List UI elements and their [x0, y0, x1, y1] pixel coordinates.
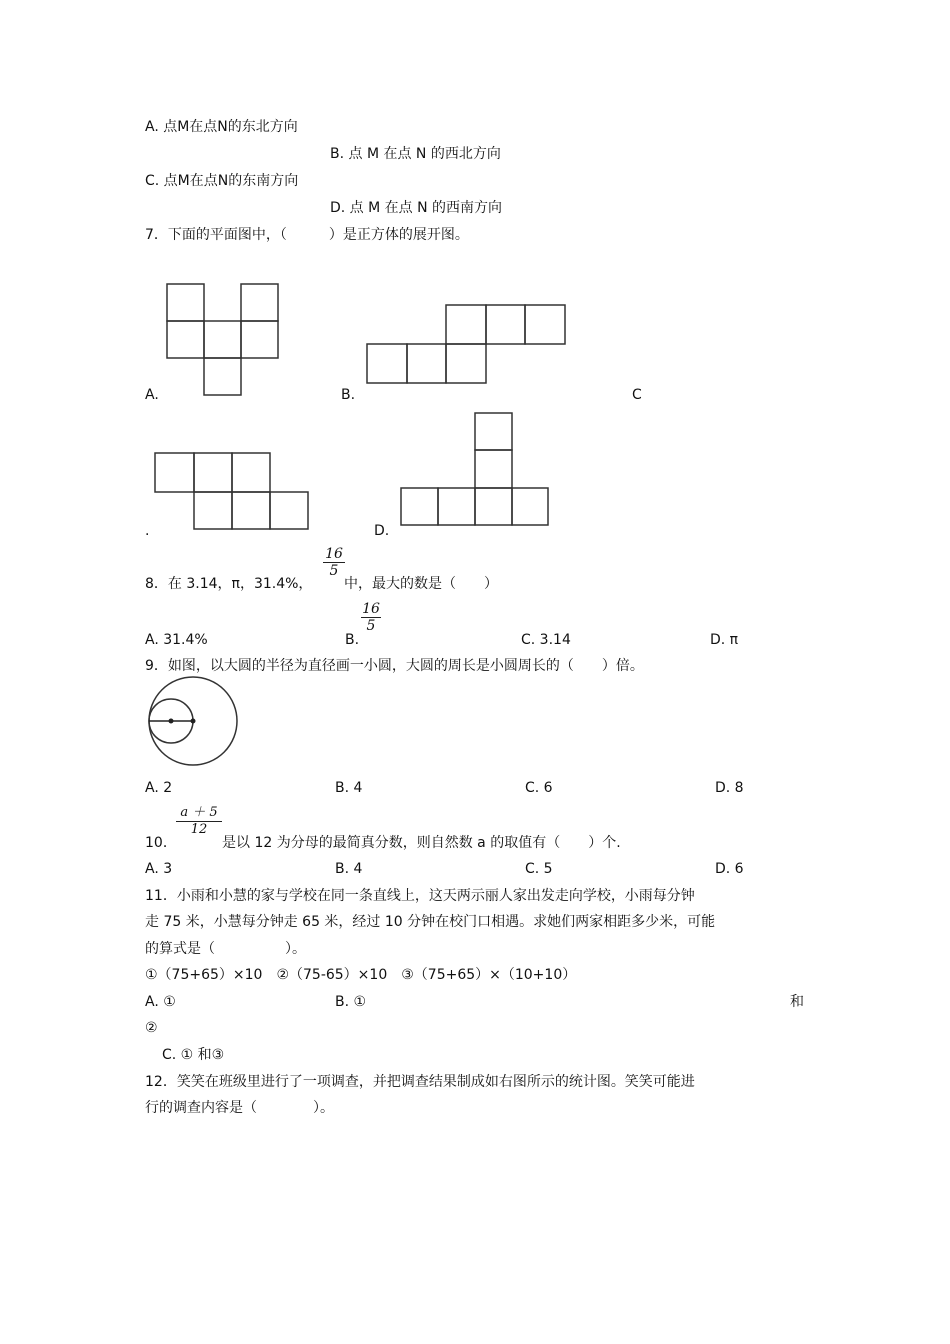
q11-stem-line3: 的算式是（ ）。: [145, 941, 306, 957]
q10-fraction: [176, 805, 222, 838]
q11-option-a: A. ①: [145, 994, 176, 1010]
q10-option-b: B. 4: [335, 861, 363, 877]
q10-option-c: C. 5: [525, 861, 553, 877]
q8-option-a: A. 31.4%: [145, 632, 208, 648]
q9-option-c: C. 6: [525, 780, 553, 796]
q7-label-b: B.: [341, 387, 356, 403]
q7-label-c: C: [632, 387, 642, 403]
fraction-denominator: 5: [323, 562, 345, 579]
q8-stem-after: 中，最大的数是（ ）: [344, 576, 498, 592]
fraction-denominator: 12: [176, 821, 222, 838]
q7-label-a: A.: [145, 387, 159, 403]
q6-option-c: C. 点M在点N的东南方向: [145, 173, 299, 189]
q8-option-b: B.: [345, 632, 360, 648]
q8-stem-before: 8．在 3.14，π，31.4%，: [145, 576, 313, 592]
q11-formulas: ①（75+65）×10 ②（75-65）×10 ③（75+65）×（10+10）: [145, 967, 577, 983]
q12-stem-line1: 12．笑笑在班级里进行了一项调查，并把调查结果制成如右图所示的统计图。笑笑可能进: [145, 1074, 695, 1090]
fraction-denominator: 5: [361, 617, 381, 634]
fraction-numerator: 16: [325, 546, 343, 562]
q10-option-d: D. 6: [715, 861, 744, 877]
q10-number: 10．: [145, 835, 177, 851]
q8-stem-fraction: [323, 546, 345, 579]
q12-stem-line2: 行的调查内容是（ ）。: [145, 1100, 334, 1116]
q11-option-c: C. ① 和③: [162, 1047, 225, 1063]
q6-option-a: A. 点M在点N的东北方向: [145, 119, 298, 135]
q9-stem: 9．如图，以大圆的半径为直径画一小圆，大圆的周长是小圆周长的（ ）倍。: [145, 658, 644, 674]
q9-option-d: D. 8: [715, 780, 744, 796]
big-center-dot: [191, 719, 196, 724]
q11-option-b-and: 和: [790, 994, 804, 1010]
q6-option-b: B. 点 M 在点 N 的西北方向: [330, 146, 501, 162]
q11-option-b: B. ①: [335, 994, 367, 1010]
q9-option-a: A. 2: [145, 780, 173, 796]
q8-option-b-fraction: [361, 601, 381, 634]
net-c: [155, 453, 308, 529]
q11-option-b-tail: ②: [145, 1020, 158, 1036]
q8-option-c: C. 3.14: [521, 632, 571, 648]
net-b: [367, 305, 565, 383]
net-d: [401, 413, 548, 525]
q6-option-d: D. 点 M 在点 N 的西南方向: [330, 200, 503, 216]
q8-option-d: D. π: [710, 632, 739, 648]
q9-option-b: B. 4: [335, 780, 363, 796]
q10-option-a: A. 3: [145, 861, 173, 877]
small-center-dot: [169, 719, 174, 724]
fraction-numerator: a ＋ 5: [180, 805, 218, 820]
q10-stem: 是以 12 为分母的最简真分数，则自然数 a 的取值有（ ）个.: [222, 835, 621, 851]
q11-stem-line1: 11．小雨和小慧的家与学校在同一条直线上，这天两示丽人家出发走向学校，小雨每分钟: [145, 888, 695, 904]
fraction-numerator: 16: [362, 601, 380, 617]
q7-stem: 7．下面的平面图中，（ ）是正方体的展开图。: [145, 227, 469, 243]
q7-label-d: D.: [374, 523, 390, 539]
net-a: [167, 284, 278, 395]
q9-circles-figure: [140, 678, 245, 778]
q7-cube-nets: [0, 0, 950, 560]
q11-stem-line2: 走 75 米，小慧每分钟走 65 米，经过 10 分钟在校门口相遇。求她们两家相距多少米，可能: [145, 914, 716, 930]
q7-label-c-dot: .: [145, 523, 150, 539]
